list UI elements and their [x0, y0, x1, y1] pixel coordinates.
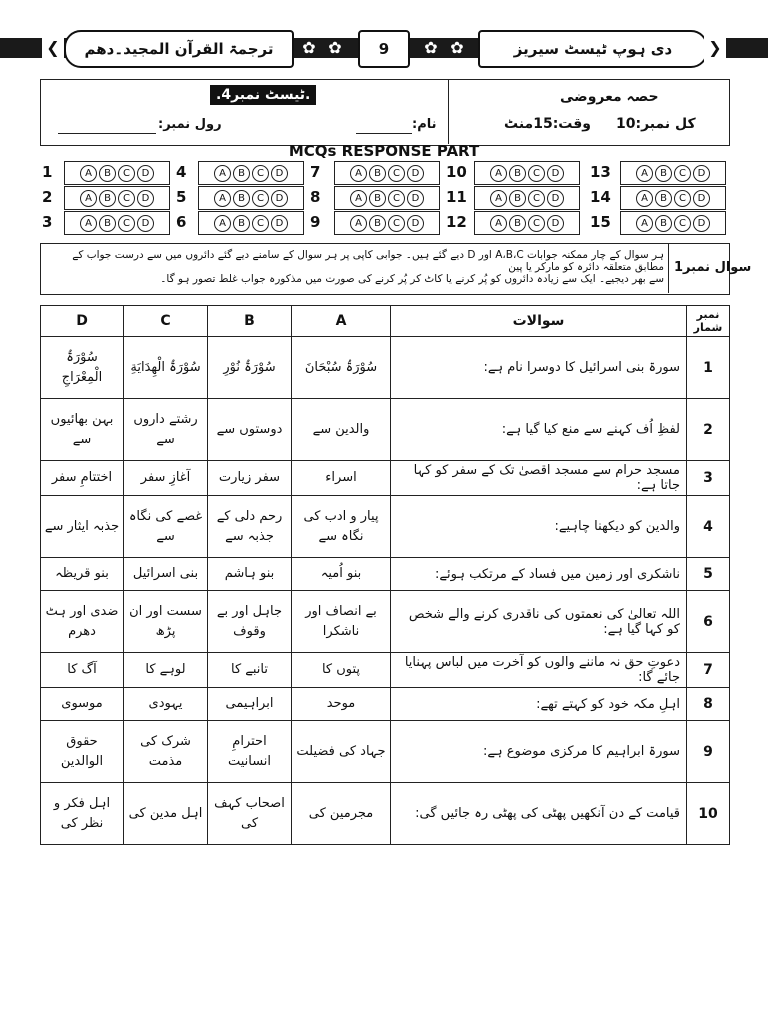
mcq-number: 7 — [310, 163, 321, 181]
option-bubble[interactable]: A — [350, 190, 367, 207]
roll-label: رول نمبر: — [158, 117, 222, 132]
test-number-badge: .ٹیسٹ نمبر4. — [210, 85, 316, 105]
option-bubble[interactable]: D — [693, 165, 710, 182]
option-a: جہاد کی فضیلت — [292, 721, 391, 783]
option-bubble[interactable]: C — [528, 165, 545, 182]
option-d: اختتامِ سفر — [41, 461, 124, 496]
option-bubble[interactable]: B — [509, 215, 526, 232]
header-number: نمبر شمار — [687, 306, 730, 337]
right-arrow-icon: ❯ — [704, 30, 726, 64]
option-bubble[interactable]: C — [118, 215, 135, 232]
option-bubble[interactable]: D — [271, 190, 288, 207]
option-a: موحد — [292, 688, 391, 721]
questions-table — [40, 305, 730, 845]
mcq-option-row — [334, 186, 440, 210]
section-label: حصہ معروضی — [560, 89, 659, 105]
option-bubble[interactable]: C — [118, 190, 135, 207]
option-bubble[interactable]: C — [528, 190, 545, 207]
total-marks: کل نمبر:10 — [616, 116, 696, 132]
table-row — [41, 558, 730, 591]
mcq-option-row — [620, 211, 726, 235]
option-bubble[interactable]: C — [252, 190, 269, 207]
mcq-number: 5 — [176, 188, 187, 206]
flower-icon: ✿ — [424, 37, 438, 57]
mcq-option-row — [474, 211, 580, 235]
option-c: رشتے داروں سے — [124, 399, 208, 461]
option-bubble[interactable]: A — [490, 215, 507, 232]
flower-icon: ✿ — [450, 37, 464, 57]
option-d: بنو قریظہ — [41, 558, 124, 591]
mcq-number: 15 — [590, 213, 611, 231]
option-bubble[interactable]: B — [233, 190, 250, 207]
option-bubble[interactable]: A — [214, 190, 231, 207]
question-number: 9 — [687, 721, 730, 783]
mcq-option-row — [620, 161, 726, 185]
question-number: 4 — [687, 496, 730, 558]
mcq-option-row — [64, 211, 170, 235]
question-number: 7 — [687, 653, 730, 688]
mcq-number: 2 — [42, 188, 53, 206]
option-bubble[interactable]: B — [509, 165, 526, 182]
option-c: یہودی — [124, 688, 208, 721]
option-a: سُوْرَۃُ سُبْحَانَ — [292, 337, 391, 399]
option-bubble[interactable]: D — [137, 165, 154, 182]
option-bubble[interactable]: D — [137, 215, 154, 232]
mcq-number: 14 — [590, 188, 611, 206]
table-row — [41, 653, 730, 688]
question-text: والدین کو دیکھنا چاہیے: — [391, 496, 687, 558]
question-label: سوال نمبر1 — [674, 260, 752, 275]
table-row — [41, 783, 730, 845]
mcq-number: 3 — [42, 213, 53, 231]
option-bubble[interactable]: A — [490, 165, 507, 182]
option-bubble[interactable]: C — [252, 165, 269, 182]
option-bubble[interactable]: B — [99, 215, 116, 232]
question-number: 5 — [687, 558, 730, 591]
question-text: اہلِ مکہ خود کو کہتے تھے: — [391, 688, 687, 721]
option-bubble[interactable]: D — [547, 190, 564, 207]
option-bubble[interactable]: D — [693, 190, 710, 207]
time-allowed: وقت:15منٹ — [504, 116, 591, 132]
option-b: رحم دلی کے جذبہ سے — [208, 496, 292, 558]
question-text: سورۃ ابراہیم کا مرکزی موضوع ہے: — [391, 721, 687, 783]
option-d: جذبہ ایثار سے — [41, 496, 124, 558]
table-row — [41, 721, 730, 783]
option-bubble[interactable]: C — [388, 215, 405, 232]
option-c: شرک کی مذمت — [124, 721, 208, 783]
mcq-option-row — [334, 161, 440, 185]
flower-icon: ✿ — [328, 37, 342, 57]
mcq-number: 9 — [310, 213, 321, 231]
option-bubble[interactable]: B — [509, 190, 526, 207]
option-bubble[interactable]: D — [547, 215, 564, 232]
option-bubble[interactable]: A — [636, 165, 653, 182]
subject-title: ترجمۃ القرآن المجید۔دھم — [64, 30, 294, 68]
option-bubble[interactable]: B — [99, 165, 116, 182]
option-a: پیار و ادب کی نگاہ سے — [292, 496, 391, 558]
option-a: مجرمین کی — [292, 783, 391, 845]
option-c: غصے کی نگاہ سے — [124, 496, 208, 558]
option-bubble[interactable]: A — [350, 165, 367, 182]
header-b: B — [208, 306, 292, 337]
option-bubble[interactable]: C — [528, 215, 545, 232]
option-bubble[interactable]: C — [674, 190, 691, 207]
left-arrow-icon: ❮ — [42, 30, 64, 64]
mcq-number: 11 — [446, 188, 467, 206]
option-bubble[interactable]: B — [655, 165, 672, 182]
option-b: تانبے کا — [208, 653, 292, 688]
mcq-option-row — [474, 186, 580, 210]
mcq-option-row — [198, 211, 304, 235]
option-bubble[interactable]: D — [407, 215, 424, 232]
option-bubble[interactable]: B — [369, 190, 386, 207]
option-bubble[interactable]: B — [99, 190, 116, 207]
table-row — [41, 688, 730, 721]
mcq-option-row — [334, 211, 440, 235]
question-number: 10 — [687, 783, 730, 845]
option-d: بہن بھائیوں سے — [41, 399, 124, 461]
question-text: لفظِ اُف کہنے سے منع کیا گیا ہے: — [391, 399, 687, 461]
option-bubble[interactable]: A — [214, 215, 231, 232]
option-c: سست اور ان پڑھ — [124, 591, 208, 653]
option-bubble[interactable]: B — [655, 190, 672, 207]
mcq-number: 13 — [590, 163, 611, 181]
option-bubble[interactable]: D — [407, 190, 424, 207]
question-text: دعوتِ حق نہ ماننے والوں کو آخرت میں لباس پہنایا جائے گا: — [391, 653, 687, 688]
option-b: ابراہیمی — [208, 688, 292, 721]
option-bubble[interactable]: B — [369, 165, 386, 182]
instruction-line-1: ہر سوال کے چار ممکنہ جوابات A،B،C اور D دیے گئے ہیں۔ جوابی کاپی پر ہر سوال کے سامنے دیے گئے دائروں میں سے درست جواب کے مطابق متعلقہ دائرہ کو مارکر یا پین — [72, 249, 664, 273]
mcq-option-row — [198, 161, 304, 185]
question-text: ناشکری اور زمین میں فساد کے مرتکب ہوئے: — [391, 558, 687, 591]
option-bubble[interactable]: D — [271, 215, 288, 232]
option-c: اہل مدین کی — [124, 783, 208, 845]
option-d: سُوْرَۃُ الْمِعْرَاجِ — [41, 337, 124, 399]
option-bubble[interactable]: A — [490, 190, 507, 207]
question-text: سورۃ بنی اسرائیل کا دوسرا نام ہے: — [391, 337, 687, 399]
option-c: بنی اسرائیل — [124, 558, 208, 591]
roll-field[interactable] — [58, 133, 156, 134]
mcq-option-row — [198, 186, 304, 210]
option-a: والدین سے — [292, 399, 391, 461]
option-bubble[interactable]: C — [674, 165, 691, 182]
page-number: 9 — [358, 30, 410, 68]
table-row — [41, 399, 730, 461]
option-b: اصحاب کہف کی — [208, 783, 292, 845]
instruction-line-2: سے بھر دیجیے۔ ایک سے زیادہ دائروں کو پُر کرنے یا کاٹ کر پُر کرنے کی صورت میں مذکورہ جواب غلط تصور ہو گا۔ — [160, 273, 664, 285]
option-bubble[interactable]: A — [214, 165, 231, 182]
option-bubble[interactable]: C — [118, 165, 135, 182]
header-question: سوالات — [391, 306, 687, 337]
option-b: بنو ہاشم — [208, 558, 292, 591]
question-number: 2 — [687, 399, 730, 461]
option-a: بے انصاف اور ناشکرا — [292, 591, 391, 653]
option-bubble[interactable]: D — [693, 215, 710, 232]
option-bubble[interactable]: B — [233, 165, 250, 182]
flower-icon: ✿ — [302, 37, 316, 57]
instructions-divider — [668, 243, 669, 293]
mcq-title: MCQs RESPONSE PART — [288, 142, 480, 160]
option-c: سُوْرَۃُ الْهِدَايَةِ — [124, 337, 208, 399]
option-bubble[interactable]: C — [252, 215, 269, 232]
table-row — [41, 496, 730, 558]
option-bubble[interactable]: A — [80, 190, 97, 207]
option-bubble[interactable]: B — [369, 215, 386, 232]
mcq-option-row — [620, 186, 726, 210]
header-d: D — [41, 306, 124, 337]
question-text: مسجد حرام سے مسجد اقصیٰ تک کے سفر کو کہا جاتا ہے: — [391, 461, 687, 496]
name-field[interactable] — [356, 133, 412, 134]
option-d: موسوی — [41, 688, 124, 721]
option-b: سفر زیارت — [208, 461, 292, 496]
option-bubble[interactable]: A — [350, 215, 367, 232]
option-bubble[interactable]: A — [80, 215, 97, 232]
mcq-number: 8 — [310, 188, 321, 206]
option-b: دوستوں سے — [208, 399, 292, 461]
question-number: 6 — [687, 591, 730, 653]
option-c: لوہے کا — [124, 653, 208, 688]
option-b: جاہل اور بے وقوف — [208, 591, 292, 653]
option-a: بنو اُمیہ — [292, 558, 391, 591]
option-bubble[interactable]: B — [233, 215, 250, 232]
mcq-number: 1 — [42, 163, 53, 181]
question-number: 8 — [687, 688, 730, 721]
question-number: 1 — [687, 337, 730, 399]
option-b: سُوْرَۃُ نُوْرِ — [208, 337, 292, 399]
option-d: اہل فکر و نظر کی — [41, 783, 124, 845]
question-number: 3 — [687, 461, 730, 496]
option-d: حقوق الوالدین — [41, 721, 124, 783]
name-label: نام: — [412, 117, 437, 132]
header-a: A — [292, 306, 391, 337]
question-text: اللہ تعالیٰ کی نعمتوں کی ناقدری کرنے والے شخص کو کہا گیا ہے: — [391, 591, 687, 653]
info-divider — [448, 79, 449, 144]
option-bubble[interactable]: D — [137, 190, 154, 207]
mcq-number: 6 — [176, 213, 187, 231]
option-bubble[interactable]: D — [271, 165, 288, 182]
mcq-number: 12 — [446, 213, 467, 231]
table-row — [41, 337, 730, 399]
mcq-option-row — [474, 161, 580, 185]
mcq-number: 4 — [176, 163, 187, 181]
option-bubble[interactable]: D — [547, 165, 564, 182]
header-c: C — [124, 306, 208, 337]
option-d: آگ کا — [41, 653, 124, 688]
option-bubble[interactable]: C — [388, 165, 405, 182]
option-bubble[interactable]: A — [636, 190, 653, 207]
option-c: آغازِ سفر — [124, 461, 208, 496]
option-a: اسراء — [292, 461, 391, 496]
option-bubble[interactable]: A — [80, 165, 97, 182]
mcq-option-row — [64, 186, 170, 210]
option-bubble[interactable]: C — [674, 215, 691, 232]
option-bubble[interactable]: D — [407, 165, 424, 182]
table-row — [41, 461, 730, 496]
option-a: پتوں کا — [292, 653, 391, 688]
mcq-option-row — [64, 161, 170, 185]
option-bubble[interactable]: A — [636, 215, 653, 232]
option-d: ضدی اور ہٹ دھرم — [41, 591, 124, 653]
mcq-number: 10 — [446, 163, 467, 181]
table-row — [41, 591, 730, 653]
question-text: قیامت کے دن آنکھیں پھٹی کی پھٹی رہ جائیں گی: — [391, 783, 687, 845]
option-bubble[interactable]: B — [655, 215, 672, 232]
option-bubble[interactable]: C — [388, 190, 405, 207]
option-b: احترامِ انسانیت — [208, 721, 292, 783]
series-title: دی ہوپ ٹیسٹ سیریز — [478, 30, 708, 68]
table-header-row — [41, 306, 730, 337]
